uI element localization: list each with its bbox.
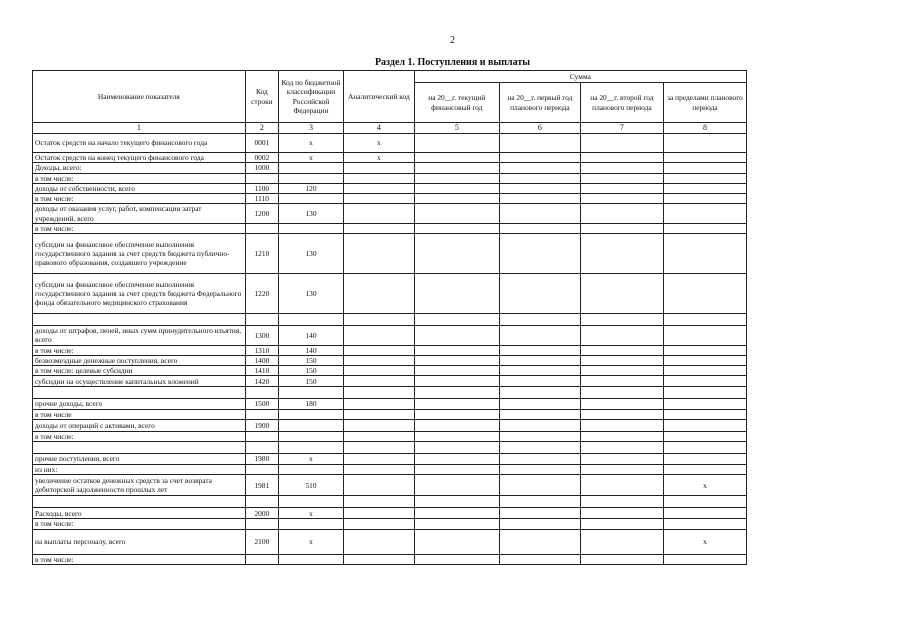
sum-beyond-plan	[663, 223, 746, 233]
table-row	[33, 387, 747, 399]
line-code: 1900	[245, 419, 278, 431]
analytic-code	[343, 496, 414, 508]
section-title: Раздел 1. Поступления и выплаты	[374, 57, 531, 68]
sum-second-plan-year	[580, 465, 663, 475]
budget-code: 150	[279, 366, 344, 376]
sum-beyond-plan	[663, 442, 746, 454]
indicator-name	[33, 442, 246, 454]
sum-second-plan-year	[580, 399, 663, 409]
budget-code: 130	[279, 204, 344, 224]
sum-beyond-plan	[663, 274, 746, 314]
column-number: 1	[33, 123, 246, 134]
sum-beyond-plan: x	[663, 529, 746, 554]
column-number: 8	[663, 123, 746, 134]
indicator-name: в том числе:	[33, 554, 246, 564]
sum-beyond-plan	[663, 519, 746, 529]
sum-second-plan-year	[580, 194, 663, 204]
sum-current-year	[414, 475, 499, 496]
budget-code	[279, 409, 344, 419]
line-code	[245, 496, 278, 508]
analytic-code	[343, 431, 414, 441]
header-current-year: на 20__г. текущий финансовый год	[414, 83, 499, 123]
line-code: 0001	[245, 134, 278, 153]
sum-current-year	[414, 496, 499, 508]
sum-first-plan-year	[499, 442, 580, 454]
budget-code: 130	[279, 274, 344, 314]
line-code: 1220	[245, 274, 278, 314]
analytic-code	[343, 508, 414, 519]
table-row	[33, 163, 747, 173]
budget-code: 510	[279, 475, 344, 496]
sum-first-plan-year	[499, 345, 580, 355]
table-row	[33, 376, 747, 387]
sum-beyond-plan	[663, 194, 746, 204]
indicator-name: субсидии на осуществление капитальных вложений	[33, 376, 246, 387]
table-row	[33, 465, 747, 475]
sum-current-year	[414, 465, 499, 475]
sum-first-plan-year	[499, 153, 580, 163]
budget-code: 140	[279, 345, 344, 355]
sum-beyond-plan	[663, 454, 746, 465]
table-row	[33, 173, 747, 183]
line-code: 1100	[245, 183, 278, 193]
line-code: 1980	[245, 454, 278, 465]
sum-beyond-plan	[663, 355, 746, 365]
analytic-code	[343, 183, 414, 193]
analytic-code	[343, 465, 414, 475]
analytic-code	[343, 314, 414, 326]
analytic-code	[343, 163, 414, 173]
budget-code	[279, 496, 344, 508]
sum-first-plan-year	[499, 366, 580, 376]
sum-beyond-plan	[663, 366, 746, 376]
budget-code: x	[279, 508, 344, 519]
indicator-name: доходы от штрафов, пеней, иных сумм принудительного изъятия, всего	[33, 326, 246, 346]
line-code	[245, 314, 278, 326]
table-row	[33, 345, 747, 355]
table-row	[33, 234, 747, 274]
sum-current-year	[414, 194, 499, 204]
indicator-name: прочие доходы, всего	[33, 399, 246, 409]
sum-first-plan-year	[499, 465, 580, 475]
budget-code	[279, 173, 344, 183]
sum-current-year	[414, 173, 499, 183]
table-row	[33, 274, 747, 314]
sum-second-plan-year	[580, 496, 663, 508]
sum-current-year	[414, 355, 499, 365]
budget-code	[279, 442, 344, 454]
header-first-plan-year: на 20__г. первый год планового периода	[499, 83, 580, 123]
indicator-name: Расходы, всего	[33, 508, 246, 519]
sum-beyond-plan	[663, 163, 746, 173]
sum-second-plan-year	[580, 529, 663, 554]
receipts-payments-table	[32, 70, 747, 565]
sum-first-plan-year	[499, 554, 580, 564]
indicator-name: доходы от оказания услуг, работ, компенсации затрат учреждений, всего	[33, 204, 246, 224]
line-code: 1400	[245, 355, 278, 365]
column-number: 7	[580, 123, 663, 134]
sum-current-year	[414, 366, 499, 376]
header-budget-code: Код по бюджетной классификации Российской Федерации	[279, 71, 344, 123]
sum-current-year	[414, 399, 499, 409]
line-code	[245, 519, 278, 529]
analytic-code	[343, 366, 414, 376]
budget-code: 140	[279, 326, 344, 346]
column-number: 3	[279, 123, 344, 134]
sum-beyond-plan	[663, 345, 746, 355]
table-row	[33, 431, 747, 441]
indicator-name: в том числе:	[33, 173, 246, 183]
budget-code	[279, 194, 344, 204]
analytic-code	[343, 274, 414, 314]
header-name: Наименование показателя	[33, 71, 246, 123]
analytic-code	[343, 454, 414, 465]
indicator-name	[33, 387, 246, 399]
indicator-name: доходы от собственности, всего	[33, 183, 246, 193]
analytic-code	[343, 234, 414, 274]
sum-beyond-plan	[663, 409, 746, 419]
line-code: 1410	[245, 366, 278, 376]
indicator-name: в том числе:	[33, 519, 246, 529]
sum-current-year	[414, 314, 499, 326]
sum-second-plan-year	[580, 223, 663, 233]
sum-first-plan-year	[499, 163, 580, 173]
table-row	[33, 326, 747, 346]
sum-current-year	[414, 419, 499, 431]
sum-current-year	[414, 454, 499, 465]
table-row	[33, 409, 747, 419]
indicator-name: увеличение остатков денежных средств за счет возврата дебиторской задолженности прошлых лет	[33, 475, 246, 496]
indicator-name: в том числе:	[33, 345, 246, 355]
sum-beyond-plan	[663, 153, 746, 163]
budget-code: x	[279, 153, 344, 163]
table-row	[33, 204, 747, 224]
sum-second-plan-year	[580, 274, 663, 314]
line-code: 1981	[245, 475, 278, 496]
indicator-name: Остаток средств на конец текущего финансового года	[33, 153, 246, 163]
analytic-code	[343, 409, 414, 419]
sum-first-plan-year	[499, 134, 580, 153]
analytic-code	[343, 194, 414, 204]
indicator-name: доходы от операций с активами, всего	[33, 419, 246, 431]
table-row	[33, 508, 747, 519]
sum-second-plan-year	[580, 153, 663, 163]
sum-first-plan-year	[499, 355, 580, 365]
sum-first-plan-year	[499, 496, 580, 508]
line-code: 1310	[245, 345, 278, 355]
table-row	[33, 153, 747, 163]
column-number: 4	[343, 123, 414, 134]
table-row	[33, 314, 747, 326]
indicator-name: на выплаты персоналу, всего	[33, 529, 246, 554]
analytic-code: x	[343, 134, 414, 153]
sum-second-plan-year	[580, 234, 663, 274]
indicator-name: в том числе:	[33, 431, 246, 441]
budget-code	[279, 465, 344, 475]
header-beyond-plan: за пределами планового периода	[663, 83, 746, 123]
table-row	[33, 183, 747, 193]
budget-code	[279, 419, 344, 431]
sum-second-plan-year	[580, 173, 663, 183]
column-number: 6	[499, 123, 580, 134]
line-code	[245, 173, 278, 183]
budget-code: 150	[279, 355, 344, 365]
sum-beyond-plan	[663, 419, 746, 431]
sum-second-plan-year	[580, 454, 663, 465]
indicator-name	[33, 314, 246, 326]
budget-code: x	[279, 454, 344, 465]
line-code	[245, 465, 278, 475]
analytic-code	[343, 204, 414, 224]
table-row	[33, 366, 747, 376]
line-code: 1300	[245, 326, 278, 346]
line-code: 1420	[245, 376, 278, 387]
line-code: 2100	[245, 529, 278, 554]
sum-current-year	[414, 442, 499, 454]
line-code	[245, 431, 278, 441]
table-row	[33, 419, 747, 431]
sum-beyond-plan	[663, 134, 746, 153]
sum-first-plan-year	[499, 529, 580, 554]
sum-beyond-plan	[663, 376, 746, 387]
sum-current-year	[414, 204, 499, 224]
sum-current-year	[414, 163, 499, 173]
sum-first-plan-year	[499, 376, 580, 387]
indicator-name: Остаток средств на начало текущего финансового года	[33, 134, 246, 153]
sum-first-plan-year	[499, 454, 580, 465]
sum-beyond-plan	[663, 465, 746, 475]
header-line-code: Код строки	[245, 71, 278, 123]
budget-code	[279, 431, 344, 441]
sum-current-year	[414, 519, 499, 529]
sum-second-plan-year	[580, 183, 663, 193]
sum-second-plan-year	[580, 431, 663, 441]
sum-beyond-plan	[663, 508, 746, 519]
budget-code	[279, 163, 344, 173]
sum-beyond-plan	[663, 183, 746, 193]
sum-first-plan-year	[499, 419, 580, 431]
line-code: 0002	[245, 153, 278, 163]
sum-current-year	[414, 431, 499, 441]
budget-code: 150	[279, 376, 344, 387]
indicator-name: в том числе: целевые субсидии	[33, 366, 246, 376]
sum-current-year	[414, 387, 499, 399]
analytic-code	[343, 223, 414, 233]
sum-current-year	[414, 274, 499, 314]
sum-current-year	[414, 326, 499, 346]
sum-second-plan-year	[580, 419, 663, 431]
analytic-code	[343, 442, 414, 454]
sum-current-year	[414, 376, 499, 387]
line-code: 1110	[245, 194, 278, 204]
sum-first-plan-year	[499, 194, 580, 204]
table-row	[33, 496, 747, 508]
sum-second-plan-year	[580, 366, 663, 376]
table-row	[33, 475, 747, 496]
sum-beyond-plan	[663, 314, 746, 326]
page-number: 2	[450, 35, 455, 46]
line-code: 1500	[245, 399, 278, 409]
sum-second-plan-year	[580, 134, 663, 153]
table-body	[33, 134, 747, 565]
budget-code	[279, 519, 344, 529]
indicator-name	[33, 496, 246, 508]
table-row	[33, 529, 747, 554]
line-code	[245, 442, 278, 454]
table-row	[33, 223, 747, 233]
column-number: 5	[414, 123, 499, 134]
sum-second-plan-year	[580, 387, 663, 399]
indicator-name: в том числе	[33, 409, 246, 419]
sum-beyond-plan	[663, 496, 746, 508]
sum-first-plan-year	[499, 475, 580, 496]
header-second-plan-year: на 20__г. второй год планового периода	[580, 83, 663, 123]
sum-beyond-plan	[663, 554, 746, 564]
sum-second-plan-year	[580, 409, 663, 419]
budget-code	[279, 223, 344, 233]
sum-first-plan-year	[499, 314, 580, 326]
sum-first-plan-year	[499, 519, 580, 529]
indicator-name: Доходы, всего:	[33, 163, 246, 173]
analytic-code	[343, 326, 414, 346]
analytic-code	[343, 355, 414, 365]
sum-current-year	[414, 554, 499, 564]
sum-second-plan-year	[580, 345, 663, 355]
line-code	[245, 387, 278, 399]
sum-beyond-plan	[663, 387, 746, 399]
sum-first-plan-year	[499, 409, 580, 419]
sum-current-year	[414, 153, 499, 163]
line-code	[245, 409, 278, 419]
table-row	[33, 454, 747, 465]
analytic-code	[343, 475, 414, 496]
analytic-code	[343, 519, 414, 529]
header-analytic-code: Аналитический код	[343, 71, 414, 123]
line-code: 1210	[245, 234, 278, 274]
budget-code	[279, 387, 344, 399]
sum-first-plan-year	[499, 508, 580, 519]
sum-second-plan-year	[580, 204, 663, 224]
sum-first-plan-year	[499, 204, 580, 224]
table-row	[33, 519, 747, 529]
sum-second-plan-year	[580, 314, 663, 326]
analytic-code	[343, 399, 414, 409]
analytic-code	[343, 419, 414, 431]
indicator-name: в том числе:	[33, 194, 246, 204]
analytic-code	[343, 387, 414, 399]
sum-second-plan-year	[580, 376, 663, 387]
sum-current-year	[414, 345, 499, 355]
sum-second-plan-year	[580, 163, 663, 173]
sum-first-plan-year	[499, 223, 580, 233]
sum-second-plan-year	[580, 554, 663, 564]
budget-code: 130	[279, 234, 344, 274]
sum-current-year	[414, 223, 499, 233]
sum-beyond-plan	[663, 173, 746, 183]
sum-beyond-plan	[663, 326, 746, 346]
sum-first-plan-year	[499, 173, 580, 183]
sum-beyond-plan	[663, 234, 746, 274]
sum-current-year	[414, 529, 499, 554]
table-row	[33, 442, 747, 454]
budget-code: x	[279, 134, 344, 153]
table-header	[33, 71, 747, 134]
analytic-code: x	[343, 153, 414, 163]
indicator-name: безвозмездные денежные поступления, всего	[33, 355, 246, 365]
analytic-code	[343, 376, 414, 387]
indicator-name: из них:	[33, 465, 246, 475]
sum-second-plan-year	[580, 355, 663, 365]
sum-current-year	[414, 409, 499, 419]
sum-second-plan-year	[580, 475, 663, 496]
budget-code: 180	[279, 399, 344, 409]
sum-current-year	[414, 134, 499, 153]
analytic-code	[343, 554, 414, 564]
sum-first-plan-year	[499, 183, 580, 193]
indicator-name: субсидии на финансовое обеспечение выполнения государственного задания за счет средств бюджета Федерального фонда обязательного медицинского страхования	[33, 274, 246, 314]
indicator-name: в том числе:	[33, 223, 246, 233]
table-row	[33, 554, 747, 564]
sum-second-plan-year	[580, 442, 663, 454]
budget-code	[279, 314, 344, 326]
table-row	[33, 194, 747, 204]
table-row	[33, 399, 747, 409]
sum-second-plan-year	[580, 508, 663, 519]
sum-first-plan-year	[499, 387, 580, 399]
sum-beyond-plan	[663, 399, 746, 409]
line-code: 2000	[245, 508, 278, 519]
sum-beyond-plan	[663, 204, 746, 224]
sum-first-plan-year	[499, 431, 580, 441]
column-numbers-row	[33, 123, 747, 134]
table-row	[33, 355, 747, 365]
sum-first-plan-year	[499, 326, 580, 346]
indicator-name: субсидии на финансовое обеспечение выполнения государственного задания за счет средств бюджета публично-правового образования, создавшего учреждение	[33, 234, 246, 274]
line-code	[245, 223, 278, 233]
sum-first-plan-year	[499, 234, 580, 274]
column-number: 2	[245, 123, 278, 134]
sum-second-plan-year	[580, 326, 663, 346]
sum-current-year	[414, 183, 499, 193]
sum-second-plan-year	[580, 519, 663, 529]
line-code: 1200	[245, 204, 278, 224]
header-sum: Сумма	[414, 71, 746, 83]
indicator-name: прочие поступления, всего	[33, 454, 246, 465]
budget-code	[279, 554, 344, 564]
analytic-code	[343, 529, 414, 554]
budget-code: 120	[279, 183, 344, 193]
sum-current-year	[414, 508, 499, 519]
analytic-code	[343, 345, 414, 355]
line-code	[245, 554, 278, 564]
sum-first-plan-year	[499, 274, 580, 314]
sum-beyond-plan	[663, 431, 746, 441]
sum-first-plan-year	[499, 399, 580, 409]
sum-current-year	[414, 234, 499, 274]
analytic-code	[343, 173, 414, 183]
line-code: 1000	[245, 163, 278, 173]
sum-beyond-plan: x	[663, 475, 746, 496]
budget-code: x	[279, 529, 344, 554]
table-row	[33, 134, 747, 153]
